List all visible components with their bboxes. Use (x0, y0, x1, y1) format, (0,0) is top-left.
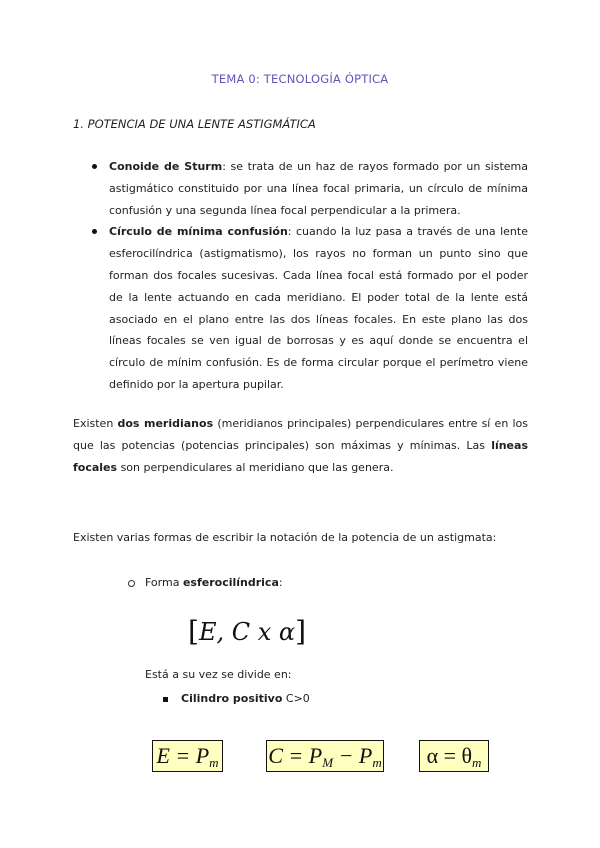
bold-term: Cilindro positivo (181, 692, 283, 705)
term-circulo: Círculo de mínima confusión (109, 225, 288, 239)
term-conoide: Conoide de Sturm (109, 160, 223, 173)
section-heading: 1. POTENCIA DE UNA LENTE ASTIGMÁTICA (73, 117, 316, 131)
divide-text: Está a su vez se divide en: (145, 668, 292, 681)
bold-term: dos meridianos (117, 417, 214, 430)
formula-subscript: m (372, 755, 382, 770)
formula-subscript: m (472, 755, 482, 770)
list-item (90, 156, 528, 221)
sub-list-item (128, 573, 283, 593)
formula-esferocilindrica (188, 614, 306, 647)
formula-box-cilindro (266, 740, 384, 772)
formula-lhs: C = P (268, 743, 323, 768)
bracket: ] (295, 615, 307, 648)
formula-box-eje (419, 740, 489, 772)
square-bullet-icon (163, 697, 168, 702)
definition-text: : cuando la luz pasa a través de una lente esferocilíndrica (astigmatismo), los rayos no forman un punto sino que forman dos focales sucesivas. Cada línea focal está formado por el poder de la lente actuando en cada meridiano. El poder total de la lente está asociado en el plano entre las dos líneas focales. En este plano las dos líneas focales se ven igual de borrosas y es aquí donde se encuentra el círculo de mínim confusión. Es de forma circular porque el perímetro viene definido por la apertura pupilar. (109, 225, 528, 391)
formula-subscript: m (209, 755, 219, 770)
definition-text: : se trata de un haz de rayos formado por un sistema astigmático constituido por una línea focal primaria, un círculo de mínima confusión y una segunda línea focal perpendicular a la primera. (109, 160, 529, 217)
bold-term: líneas focales (73, 438, 528, 474)
bullet-dot-icon (92, 164, 97, 169)
formula-rest: − P (333, 743, 373, 768)
paragraph-meridianos (73, 413, 528, 478)
text-span: (meridianos principales) perpendiculares entre sí en los que las potencias (potencias principales) son máximas y mínimas. Las (73, 417, 528, 452)
formula-box-esfera (152, 740, 223, 772)
text-span: : (278, 576, 283, 589)
sub-sub-list-item (163, 692, 310, 705)
bullet-list (90, 156, 528, 396)
paragraph-notacion: Existen varias formas de escribir la notación de la potencia de un astigmata: (73, 531, 497, 544)
formula-lhs: E = P (156, 743, 210, 768)
list-item (90, 221, 528, 395)
formula-body: E, C x α (198, 618, 296, 646)
page-title: TEMA 0: TECNOLOGÍA ÓPTICA (211, 72, 389, 86)
bullet-dot-icon (92, 229, 97, 234)
text-span: Forma (145, 576, 183, 589)
text-span: Existen (73, 417, 118, 430)
bracket: [ (188, 615, 199, 648)
hollow-circle-bullet-icon (128, 580, 135, 587)
formula-subscript: M (322, 755, 334, 770)
text-span: C>0 (282, 692, 310, 705)
text-span: son perpendiculares al meridiano que las genera. (117, 460, 394, 474)
formula-lhs: α = θ (426, 743, 473, 768)
bold-term: esferocilíndrica (182, 576, 279, 589)
